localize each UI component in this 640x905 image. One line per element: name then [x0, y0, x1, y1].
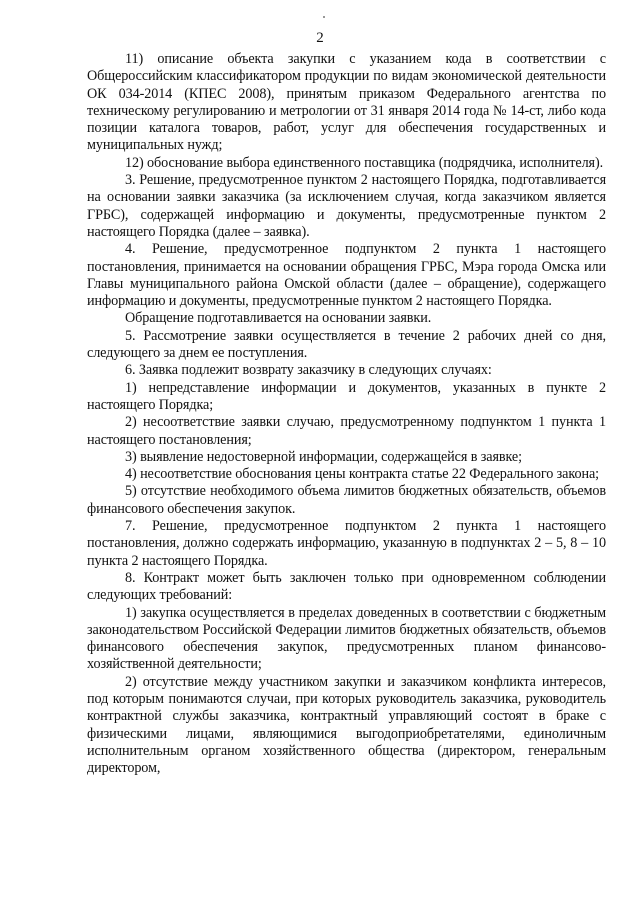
paragraph: 6. Заявка подлежит возврату заказчику в следующих случаях:	[125, 362, 492, 379]
page-number: 2	[316, 30, 324, 46]
paragraph: 4. Решение, предусмотренное подпунктом 2 пункта 1 настоящего постановления, принимается на основании обращения ГРБС, Мэра города Омска или Главы муниципального района Омской области (далее – обращение), содержащего информацию и документы, предусмотренные пунктом 2 настоящего Порядка.	[87, 241, 606, 310]
paragraph: 1) непредставление информации и документов, указанных в пункте 2 настоящего Порядка;	[87, 379, 606, 413]
paragraph: 3. Решение, предусмотренное пунктом 2 настоящего Порядка, подготавливается на основании заявки заказчика (за исключением случая, когда заказчиком является ГРБС), содержащей информацию и документы, предусмотренные пунктом 2 настоящего Порядка (далее – заявка).	[87, 172, 606, 240]
paragraph: 11) описание объекта закупки с указанием кода в соответствии с Общероссийским классификатором продукции по видам экономической деятельности ОК 034-2014 (КПЕС 2008), принятым приказом Федерального агентства по техническому регулированию и метрологии от 31 января 2014 года № 14-ст, либо кода позиции каталога товаров, работ, услуг для обеспечения государственных и муниципальных нужд;	[87, 51, 606, 154]
scan-artifact	[323, 16, 325, 18]
paragraph: 7. Решение, предусмотренное подпунктом 2 пункта 1 настоящего постановления, должно содержать информацию, указанную в подпунктах 2 – 5, 8 – 10 пункта 2 настоящего Порядка.	[87, 518, 606, 569]
paragraph: 4) несоответствие обоснования цены контракта статье 22 Федерального закона;	[125, 466, 599, 483]
paragraph: 8. Контракт может быть заключен только при одновременном соблюдении следующих требований:	[87, 569, 606, 604]
document-body	[87, 51, 606, 777]
paragraph: 2) отсутствие между участником закупки и заказчиком конфликта интересов, под которым понимаются случаи, при которых руководитель заказчика, руководитель контрактной службы заказчика, контрактный управляющий состоят в браке с физическими лицами, являющимися выгодоприобретателями, единоличным исполнительным органом хозяйственного общества (директором, генеральным директором,	[87, 673, 606, 777]
paragraph: 1) закупка осуществляется в пределах доведенных в соответствии с бюджетным законодательством Российской Федерации лимитов бюджетных обязательств, объемов финансового обеспечения закупок, предусмотренных планом финансово-хозяйственной деятельности;	[87, 604, 606, 673]
paragraph: 5) отсутствие необходимого объема лимитов бюджетных обязательств, объемов финансового обеспечения закупок.	[87, 483, 606, 517]
paragraph: 3) выявление недостоверной информации, содержащейся в заявке;	[125, 448, 522, 465]
paragraph: 12) обоснование выбора единственного поставщика (подрядчика, исполнителя).	[125, 154, 604, 171]
paragraph: 2) несоответствие заявки случаю, предусмотренному подпунктом 1 пункта 1 настоящего постановления;	[87, 414, 606, 448]
paragraph: 5. Рассмотрение заявки осуществляется в течение 2 рабочих дней со дня, следующего за днем ее поступления.	[87, 327, 606, 362]
paragraph: Обращение подготавливается на основании заявки.	[125, 310, 432, 327]
